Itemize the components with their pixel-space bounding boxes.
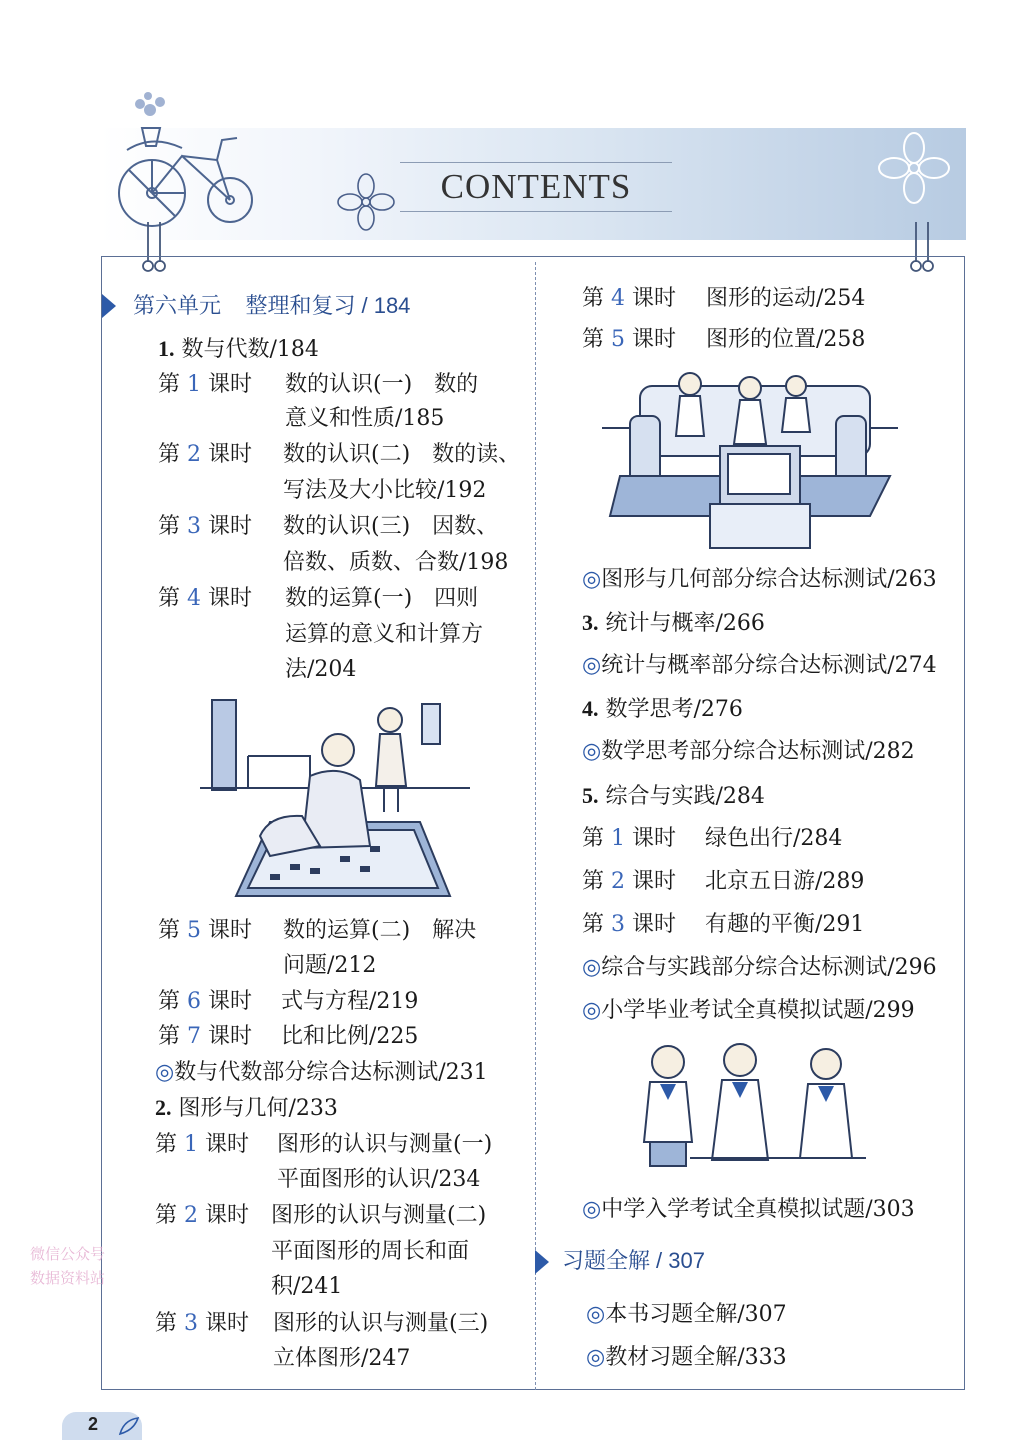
section-title: 数与代数/184 [181,337,319,362]
test-item[interactable]: ◎统计与概率部分综合达标测试/274 [582,653,937,678]
flower-icon-right [878,132,950,204]
test-item[interactable]: ◎综合与实践部分综合达标测试/296 [582,955,937,980]
lesson-label: 第 5 课时 [158,918,253,943]
lesson-label: 第 2 课时 [582,869,677,894]
lesson-label: 第 1 课时 [155,1132,250,1157]
test-item[interactable]: ◎小学毕业考试全真模拟试题/299 [582,998,915,1023]
scholar-illustration [200,696,470,906]
watermark [30,1242,105,1290]
section-title: 统计与概率/266 [605,611,765,636]
section-number: 1. [158,336,175,361]
lesson-title[interactable]: 数的运算(二) 解决 [283,918,477,943]
lesson-title-cont[interactable]: 意义和性质/185 [285,406,445,431]
students-illustration [630,1040,870,1180]
column-divider [535,262,536,1390]
test-mark-icon: ◎ [582,653,602,678]
section-arrow-icon [102,294,116,318]
section-practice[interactable] [582,781,765,812]
test-item[interactable]: ◎图形与几何部分综合达标测试/263 [582,567,937,592]
lesson-title[interactable]: 图形的运动/254 [706,286,866,311]
lesson-title[interactable]: 比和比例/225 [281,1024,419,1049]
section-title: 数学思考/276 [605,697,743,722]
test-mark-icon: ◎ [582,1197,602,1222]
section-algebra[interactable] [158,334,319,365]
lesson-title[interactable]: 数的认识(二) 数的读、 [283,442,521,467]
lesson-title[interactable]: 数的认识(一) 数的 [285,372,479,397]
lesson-title-cont[interactable]: 立体图形/247 [273,1346,411,1371]
lesson-title-cont[interactable]: 积/241 [271,1274,343,1299]
lesson-title[interactable]: 图形的认识与测量(三) [273,1311,489,1336]
page-header [0,0,1027,285]
flower-icon [336,172,396,232]
lesson-label: 第 5 课时 [582,327,677,352]
lesson-title-cont[interactable]: 倍数、质数、合数/198 [283,550,509,575]
lesson-title-cont[interactable]: 平面图形的周长和面 [271,1239,470,1264]
test-item[interactable]: ◎本书习题全解/307 [586,1302,787,1327]
section-title: 综合与实践/284 [605,784,765,809]
lesson-title[interactable]: 北京五日游/289 [705,869,865,894]
test-mark-icon: ◎ [582,998,602,1023]
test-item[interactable]: ◎数与代数部分综合达标测试/231 [155,1060,488,1085]
answers-title: 习题全解 [562,1248,651,1273]
lesson-label: 第 3 课时 [155,1311,250,1336]
watermark-line: 微信公众号 [30,1245,106,1263]
lesson-label: 第 1 课时 [158,372,253,397]
unit-label: 第六单元 [133,293,222,318]
lesson-label: 第 3 课时 [582,912,677,937]
lesson-label: 第 2 课时 [155,1203,250,1228]
test-mark-icon: ◎ [155,1060,175,1085]
section-number: 5. [582,783,599,808]
unit-heading[interactable] [133,291,410,321]
lesson-title[interactable]: 式与方程/219 [281,989,419,1014]
section-thinking[interactable] [582,694,743,725]
test-mark-icon: ◎ [582,955,602,980]
lesson-label: 第 1 课时 [582,826,677,851]
section-title: 图形与几何/233 [178,1096,338,1121]
test-mark-icon: ◎ [582,567,602,592]
section-statistics[interactable] [582,608,765,639]
lesson-label: 第 4 课时 [582,286,677,311]
lesson-title[interactable]: 数的认识(三) 因数、 [283,514,499,539]
test-mark-icon: ◎ [586,1302,606,1327]
lesson-title[interactable]: 有趣的平衡/291 [705,912,865,937]
section-arrow-icon [535,1250,549,1274]
lesson-label: 第 7 课时 [158,1024,253,1049]
lesson-label: 第 3 课时 [158,514,253,539]
section-number: 2. [155,1095,172,1120]
lesson-title-cont[interactable]: 平面图形的认识/234 [277,1167,481,1192]
lesson-title-cont[interactable]: 写法及大小比较/192 [283,478,487,503]
lesson-title[interactable]: 图形的位置/258 [706,327,866,352]
section-geometry[interactable] [155,1093,338,1124]
answers-heading[interactable] [562,1246,705,1276]
answers-page: / 307 [656,1248,705,1273]
test-item[interactable]: ◎中学入学考试全真模拟试题/303 [582,1197,915,1222]
section-number: 3. [582,610,599,635]
lesson-title[interactable]: 图形的认识与测量(二) [271,1203,487,1228]
page-title: CONTENTS [400,162,672,212]
lesson-label: 第 6 课时 [158,989,253,1014]
bicycle-illustration [112,88,272,238]
unit-title: 整理和复习 [245,293,356,318]
lesson-title-cont[interactable]: 法/204 [285,657,357,682]
leaf-icon [118,1416,140,1436]
test-item[interactable]: ◎数学思考部分综合达标测试/282 [582,739,915,764]
lesson-title-cont[interactable]: 运算的意义和计算方 [285,622,484,647]
lesson-title-cont[interactable]: 问题/212 [283,953,377,978]
test-mark-icon: ◎ [586,1345,606,1370]
lesson-title[interactable]: 绿色出行/284 [705,826,843,851]
kids-tv-illustration [600,366,900,552]
lesson-label: 第 4 课时 [158,586,253,611]
watermark-line: 数据资料站 [30,1269,106,1287]
unit-page: / 184 [361,293,411,318]
lesson-label: 第 2 课时 [158,442,253,467]
page-number: 2 [88,1414,99,1434]
lesson-title[interactable]: 数的运算(一) 四则 [285,586,479,611]
test-item[interactable]: ◎教材习题全解/333 [586,1345,787,1370]
section-number: 4. [582,696,599,721]
test-mark-icon: ◎ [582,739,602,764]
lesson-title[interactable]: 图形的认识与测量(一) [277,1132,493,1157]
